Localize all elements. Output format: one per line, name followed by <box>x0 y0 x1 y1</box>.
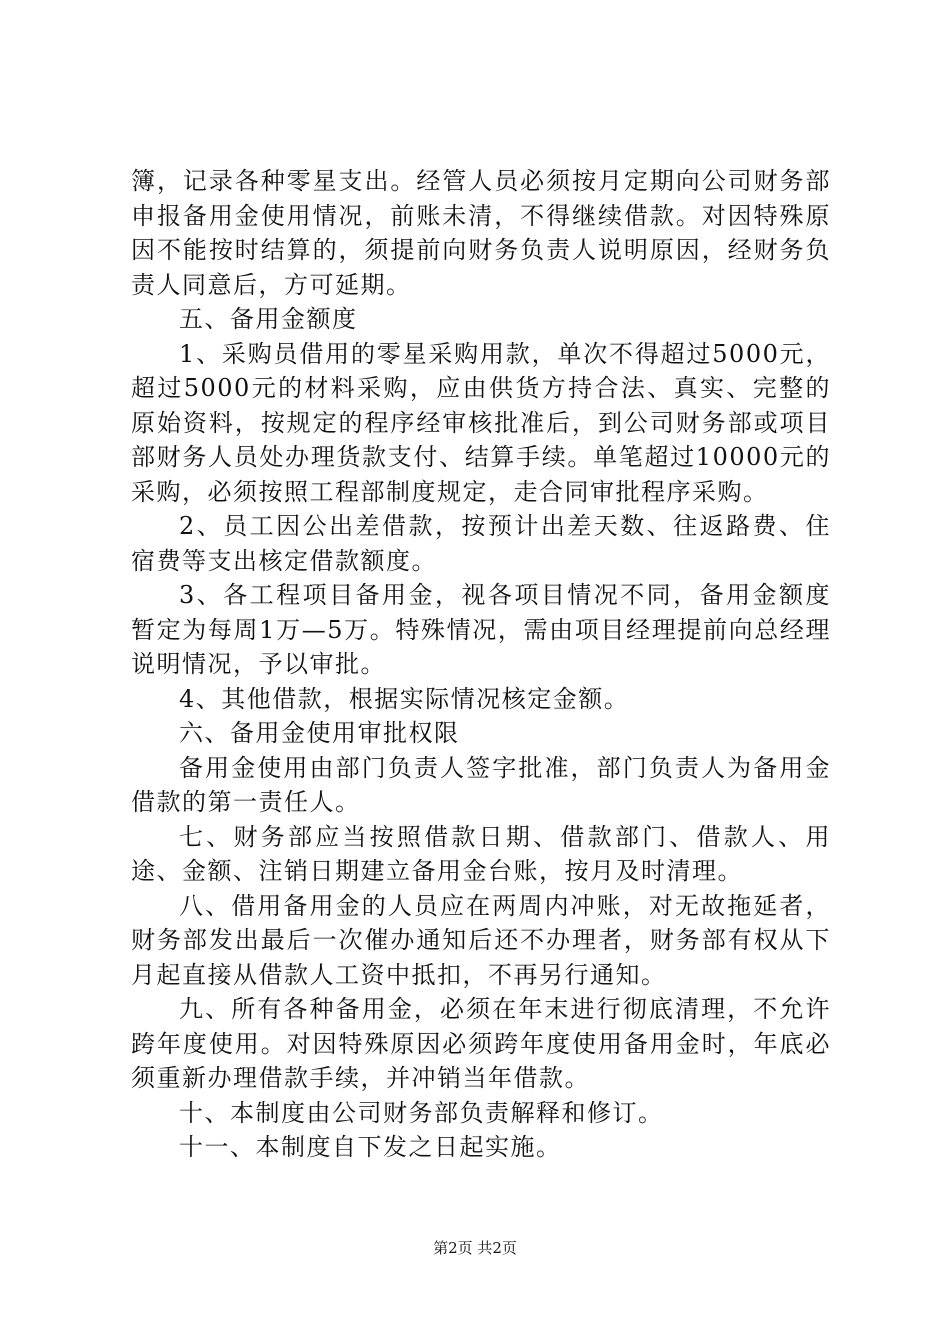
page-footer <box>0 1238 950 1258</box>
paragraph-5-3: 3、各工程项目备用金，视各项目情况不同，备用金额度暂定为每周1万—5万。特殊情况，需由项目经理提前向总经理说明情况，予以审批。 <box>131 581 831 678</box>
section-8: 八、借用备用金的人员应在两周内冲账，对无故拖延者，财务部发出最后一次催办通知后还不办理者，财务部有权从下月起直接从借款人工资中抵扣，不再另行通知。 <box>131 891 831 989</box>
section-heading-6: 六、备用金使用审批权限 <box>179 719 460 747</box>
section-7: 七、财务部应当按照借款日期、借款部门、借款人、用途、金额、注销日期建立备用金台账，按月及时清理。 <box>131 822 831 885</box>
section-heading-5: 五、备用金额度 <box>179 305 358 333</box>
document-body <box>131 164 831 1165</box>
paragraph-5-1: 1、采购员借用的零星采购用款，单次不得超过5000元，超过5000元的材料采购，应由供货方持合法、真实、完整的原始资料，按规定的程序经审核批准后，到公司财务部或项目部财务人员处办理货款支付、结算手续。单笔超过10000元的采购，必须按照工程部制度规定，走合同审批程序采购。 <box>131 339 831 506</box>
paragraph-5-4: 4、其他借款，根据实际情况核定金额。 <box>179 684 630 713</box>
page-number-label: 第2页 共2页 <box>433 1239 517 1257</box>
paragraph-continuation: 簿，记录各种零星支出。经管人员必须按月定期向公司财务部申报备用金使用情况，前账未清，不得继续借款。对因特殊原因不能按时结算的，须提前向财务负责人说明原因，经财务负责人同意后，方可延期。 <box>131 167 831 299</box>
section-9: 九、所有各种备用金，必须在年末进行彻底清理，不允许跨年度使用。对因特殊原因必须跨年度使用备用金时，年底必须重新办理借款手续，并冲销当年借款。 <box>131 995 831 1092</box>
section-10: 十、本制度由公司财务部负责解释和修订。 <box>179 1098 664 1127</box>
section-11: 十一、本制度自下发之日起实施。 <box>179 1133 562 1161</box>
paragraph-6: 备用金使用由部门负责人签字批准，部门负责人为备用金借款的第一责任人。 <box>131 753 831 816</box>
paragraph-5-2: 2、员工因公出差借款，按预计出差天数、往返路费、住宿费等支出核定借款额度。 <box>131 512 831 575</box>
